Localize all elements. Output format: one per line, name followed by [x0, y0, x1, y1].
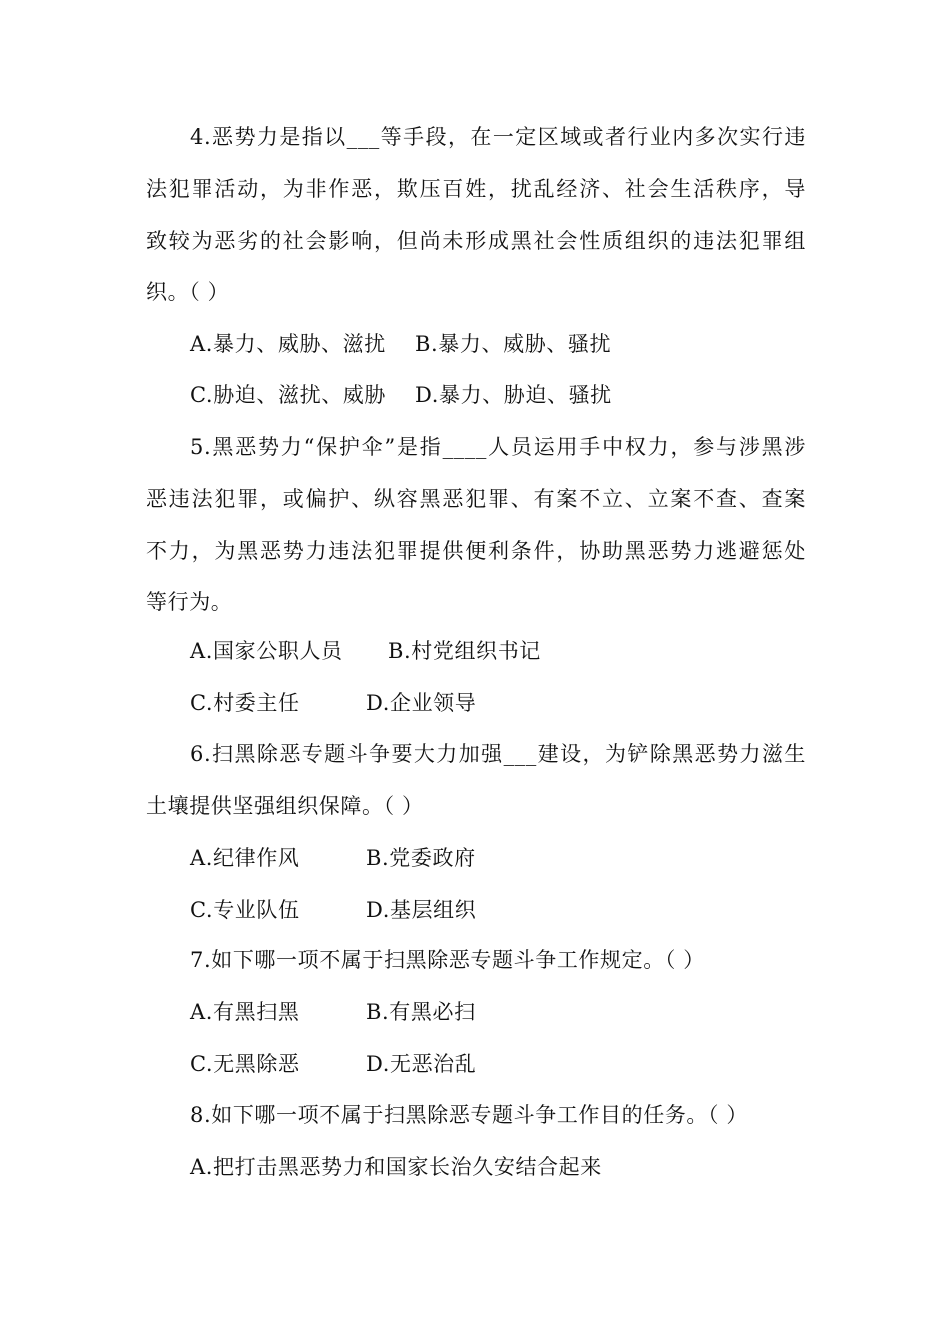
- q4-stem-line-2: 法犯罪活动，为非作恶，欺压百姓，扰乱经济、社会生活秩序，导: [146, 177, 806, 201]
- q7-stem-line-1: 7.如下哪一项不属于扫黑除恶专题斗争工作规定。（ ）: [190, 948, 705, 972]
- q5-stem-line-1: 5.黑恶势力“保护伞”是指____人员运用手中权力，参与涉黑涉: [190, 435, 806, 459]
- q8-stem-line-1: 8.如下哪一项不属于扫黑除恶专题斗争工作目的任务。（ ）: [190, 1103, 749, 1127]
- q4-option-c: C.胁迫、滋扰、威胁: [190, 383, 386, 407]
- q4-option-b: B.暴力、威胁、骚扰: [415, 332, 612, 356]
- q7-option-a: A.有黑扫黑: [190, 1000, 300, 1024]
- q5-option-d: D.企业领导: [366, 691, 477, 715]
- q6-option-d: D.基层组织: [366, 898, 477, 922]
- q6-option-b: B.党委政府: [366, 846, 476, 870]
- q6-stem-line-2: 土壤提供坚强组织保障。（ ）: [146, 794, 424, 818]
- q7-option-c: C.无黑除恶: [190, 1052, 300, 1076]
- q5-option-a: A.国家公职人员: [190, 639, 343, 663]
- q5-option-c: C.村委主任: [190, 691, 300, 715]
- q6-option-c: C.专业队伍: [190, 898, 300, 922]
- q8-option-a: A.把打击黑恶势力和国家长治久安结合起来: [190, 1155, 602, 1179]
- q6-stem-line-1: 6.扫黑除恶专题斗争要大力加强___建设，为铲除黑恶势力滋生: [190, 742, 806, 766]
- q4-stem-line-1: 4.恶势力是指以___等手段，在一定区域或者行业内多次实行违: [190, 125, 806, 149]
- q4-option-d: D.暴力、胁迫、骚扰: [415, 383, 612, 407]
- q6-option-a: A.纪律作风: [190, 846, 300, 870]
- q5-stem-line-2: 恶违法犯罪，或偏护、纵容黑恶犯罪、有案不立、立案不查、查案: [146, 487, 806, 511]
- q5-stem-line-3: 不力，为黑恶势力违法犯罪提供便利条件，协助黑恶势力逃避惩处: [146, 539, 806, 563]
- q5-stem-line-4: 等行为。: [146, 590, 233, 614]
- q4-option-a: A.暴力、威胁、滋扰: [190, 332, 386, 356]
- q4-stem-line-4: 织。（ ）: [146, 280, 230, 304]
- q4-stem-line-3: 致较为恶劣的社会影响，但尚未形成黑社会性质组织的违法犯罪组: [146, 229, 806, 253]
- q7-option-b: B.有黑必扫: [366, 1000, 476, 1024]
- q7-option-d: D.无恶治乱: [366, 1052, 477, 1076]
- q5-option-b: B.村党组织书记: [388, 639, 541, 663]
